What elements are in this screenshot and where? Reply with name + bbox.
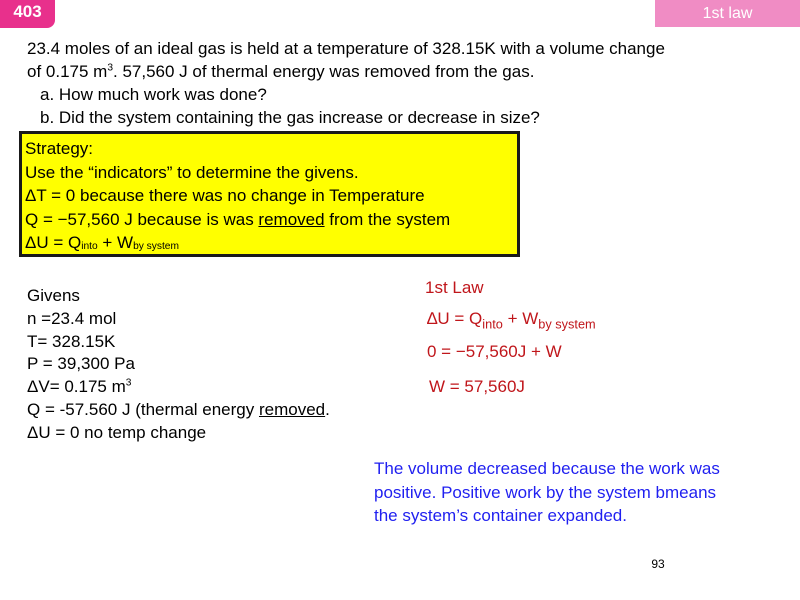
- givens-list: [27, 285, 387, 445]
- given-volume-text: ΔV= 0.175 m: [27, 377, 126, 397]
- first-law-into-subscript: into: [482, 316, 503, 332]
- given-heat-start: Q = -57.560 J (thermal energy: [27, 399, 259, 419]
- strategy-line-4: [25, 231, 517, 255]
- problem-statement: [27, 37, 787, 129]
- slide-number-label: 403: [13, 2, 42, 21]
- question-b: b. Did the system containing the gas increase or decrease in size?: [40, 108, 540, 127]
- topic-label: 1st law: [702, 5, 753, 22]
- given-heat-removed-underlined: removed: [258, 399, 326, 419]
- first-law-equation: [427, 309, 596, 332]
- first-law-title: 1st Law: [425, 278, 484, 297]
- given-moles: n =23.4 mol: [27, 308, 117, 328]
- given-volume-change: [27, 376, 387, 399]
- strategy-line-3-start: Q = −57,560 J because is was: [25, 209, 259, 229]
- strategy-eq-w: + W: [97, 233, 134, 252]
- given-pressure: P = 39,300 Pa: [27, 354, 135, 374]
- strategy-line-1: Use the “indicators” to determine the givens.: [25, 162, 359, 182]
- problem-line-1: 23.4 moles of an ideal gas is held at a temperature of 328.15K with a volume change: [27, 39, 665, 58]
- given-heat: [27, 399, 387, 422]
- strategy-line-3-end: from the system: [324, 209, 451, 229]
- strategy-by-system-subscript: by system: [133, 241, 179, 253]
- strategy-removed-underlined: removed: [258, 209, 325, 229]
- work-result: W = 57,560J: [429, 377, 525, 396]
- substituted-equation: 0 = −57,560J + W: [427, 342, 562, 361]
- problem-line-2-start: of 0.175 m: [27, 62, 108, 81]
- first-law-eq-start: ∆U = Q: [427, 309, 483, 328]
- given-temperature: T= 328.15K: [27, 331, 116, 351]
- given-internal-energy: ΔU = 0 no temp change: [27, 422, 207, 442]
- page-number: 93: [651, 557, 665, 571]
- conclusion-line-2: positive. Positive work by the system bmeans: [374, 482, 717, 502]
- first-law-eq-w: + W: [502, 309, 539, 328]
- question-a: a. How much work was done?: [40, 85, 267, 104]
- strategy-heading: Strategy:: [25, 139, 94, 158]
- conclusion-line-1: The volume decreased because the work was: [374, 459, 720, 478]
- strategy-eq-start: ΔU = Q: [25, 233, 82, 252]
- problem-line-2-end: . 57,560 J of thermal energy was removed from the gas.: [113, 62, 535, 81]
- topic-tag: [655, 0, 800, 27]
- strategy-box: [19, 131, 520, 257]
- givens-heading: Givens: [27, 286, 80, 305]
- cubic-superscript: 3: [107, 62, 113, 74]
- given-volume-superscript: 3: [125, 377, 132, 389]
- first-law-by-system-subscript: by system: [538, 316, 596, 332]
- given-heat-end: .: [325, 399, 330, 419]
- strategy-line-2: ΔT = 0 because there was no change in Temperature: [25, 186, 425, 205]
- conclusion-text: [374, 457, 784, 528]
- strategy-into-subscript: into: [81, 241, 98, 253]
- conclusion-line-3: the system’s container expanded.: [374, 506, 627, 525]
- slide-number-tag: [0, 0, 55, 28]
- problem-line-2: [27, 60, 787, 83]
- strategy-line-3: [25, 208, 517, 232]
